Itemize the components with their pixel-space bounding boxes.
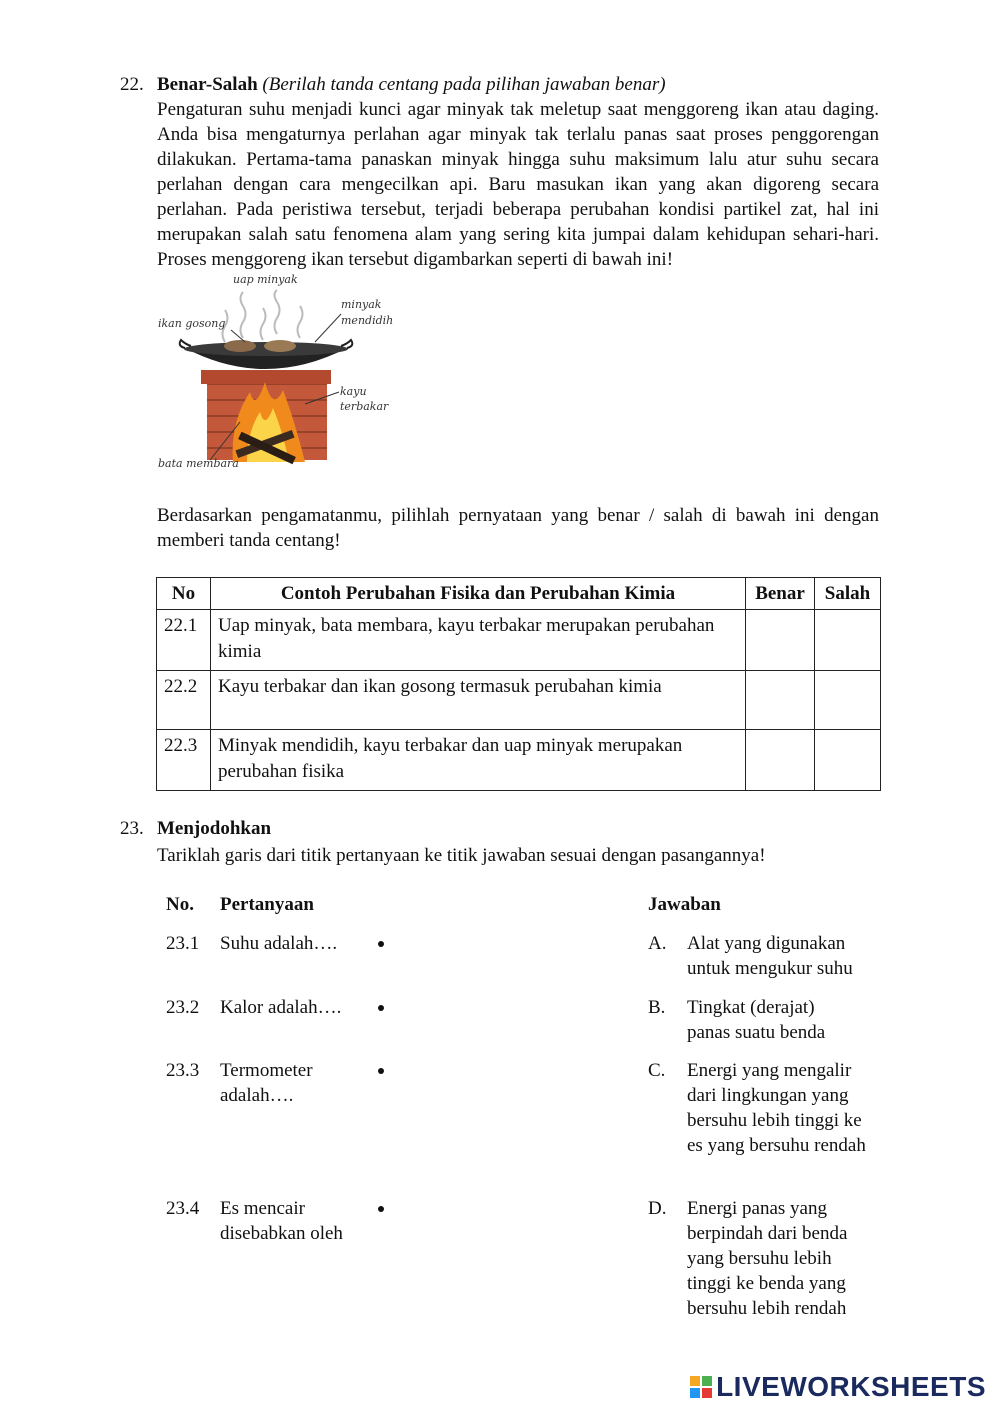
label-uap-minyak: uap minyak	[233, 273, 298, 286]
label-kayu: kayu	[340, 385, 367, 398]
label-minyak: minyak	[341, 298, 382, 311]
row-number: 22.3	[157, 730, 211, 791]
question-number: 23.4	[166, 1198, 200, 1219]
label-mendidih: mendidih	[341, 314, 394, 327]
question-dot-23-1[interactable]	[378, 941, 384, 947]
col-contoh-header: Contoh Perubahan Fisika dan Perubahan Kimia	[211, 578, 746, 610]
q23-number: 23.	[120, 818, 144, 839]
question-text: Termometer adalah….	[220, 1060, 313, 1106]
q22-number: 22.	[120, 74, 144, 95]
q22-paragraph: Pengaturan suhu menjadi kunci agar minyak tak meletup saat menggoreng ikan atau daging. Anda bisa mengaturnya perlahan agar minyak tak terlalu panas saat proses penggorengan dilakukan. Pertama-tama panaskan minyak hingga suhu maksimum lalu atur suhu secara perlahan dengan cara mengecilkan api. Baru masukan ikan yang akan digoreng secara perlahan. Pada peristiwa tersebut, terjadi beberapa perubahan kondisi partikel zat, hal ini merupakan salah satu fenomena alam yang sering kita jumpai dalam kehidupan sehari-hari. Proses menggoreng ikan tersebut digambarkan seperti di bawah ini!	[157, 99, 879, 270]
table-row	[157, 671, 881, 730]
row-number: 22.1	[157, 610, 211, 671]
answer-letter: C.	[648, 1060, 666, 1081]
salah-checkbox-22-3[interactable]	[815, 730, 881, 791]
question-text: Suhu adalah….	[220, 933, 338, 954]
table-row	[157, 610, 881, 671]
answer-text: Energi panas yang berpindah dari benda yang bersuhu lebih tinggi ke benda yang bersuhu lebih rendah	[687, 1198, 848, 1319]
question-number: 23.3	[166, 1060, 200, 1081]
label-ikan-gosong: ikan gosong	[158, 317, 226, 330]
match-header-no: No.	[166, 894, 194, 915]
table-header-row	[157, 578, 881, 610]
answer-text: Tingkat (derajat) panas suatu benda	[687, 997, 826, 1043]
answer-letter: D.	[648, 1198, 667, 1219]
question-text: Es mencair disebabkan oleh	[220, 1198, 343, 1244]
liveworksheets-icon	[690, 1376, 712, 1398]
q22-title: Benar-Salah	[157, 74, 258, 95]
match-header-answer: Jawaban	[648, 894, 721, 915]
salah-checkbox-22-1[interactable]	[815, 610, 881, 671]
question-dot-23-2[interactable]	[378, 1005, 384, 1011]
question-number: 23.2	[166, 997, 200, 1018]
q23-instruction: Tariklah garis dari titik pertanyaan ke titik jawaban sesuai dengan pasangannya!	[157, 845, 766, 866]
label-terbakar: terbakar	[340, 400, 389, 413]
row-statement: Minyak mendidih, kayu terbakar dan uap minyak merupakan perubahan fisika	[211, 730, 746, 791]
liveworksheets-logo	[690, 1372, 986, 1402]
question-number: 23.1	[166, 933, 200, 954]
benar-checkbox-22-3[interactable]	[746, 730, 815, 791]
answer-text: Energi yang mengalir dari lingkungan yang bersuhu lebih tinggi ke es yang bersuhu rendah	[687, 1060, 866, 1156]
col-benar-header: Benar	[746, 578, 815, 610]
col-no-header: No	[157, 578, 211, 610]
question-dot-23-3[interactable]	[378, 1068, 384, 1074]
brand-name: LIVEWORKSHEETS	[716, 1371, 986, 1402]
question-dot-23-4[interactable]	[378, 1206, 384, 1212]
col-salah-header: Salah	[815, 578, 881, 610]
q22-subtitle: (Berilah tanda centang pada pilihan jawaban benar)	[262, 74, 666, 95]
q22-heading	[157, 74, 666, 96]
table-row	[157, 730, 881, 791]
question-text: Kalor adalah….	[220, 997, 342, 1018]
benar-checkbox-22-1[interactable]	[746, 610, 815, 671]
label-bata-membara: bata membara	[158, 457, 239, 470]
row-statement: Uap minyak, bata membara, kayu terbakar merupakan perubahan kimia	[211, 610, 746, 671]
answer-text: Alat yang digunakan untuk mengukur suhu	[687, 933, 853, 979]
match-header-question: Pertanyaan	[220, 894, 314, 915]
frying-illustration	[155, 272, 405, 472]
answer-letter: B.	[648, 997, 666, 1018]
row-statement: Kayu terbakar dan ikan gosong termasuk perubahan kimia	[211, 671, 746, 730]
q23-heading	[157, 818, 271, 840]
q23-title: Menjodohkan	[157, 818, 272, 839]
row-number: 22.2	[157, 671, 211, 730]
salah-checkbox-22-2[interactable]	[815, 671, 881, 730]
q22-instruction: Berdasarkan pengamatanmu, pilihlah pernyataan yang benar / salah di bawah ini dengan memberi tanda centang!	[157, 505, 879, 551]
benar-salah-table	[156, 577, 881, 791]
answer-letter: A.	[648, 933, 667, 954]
benar-checkbox-22-2[interactable]	[746, 671, 815, 730]
